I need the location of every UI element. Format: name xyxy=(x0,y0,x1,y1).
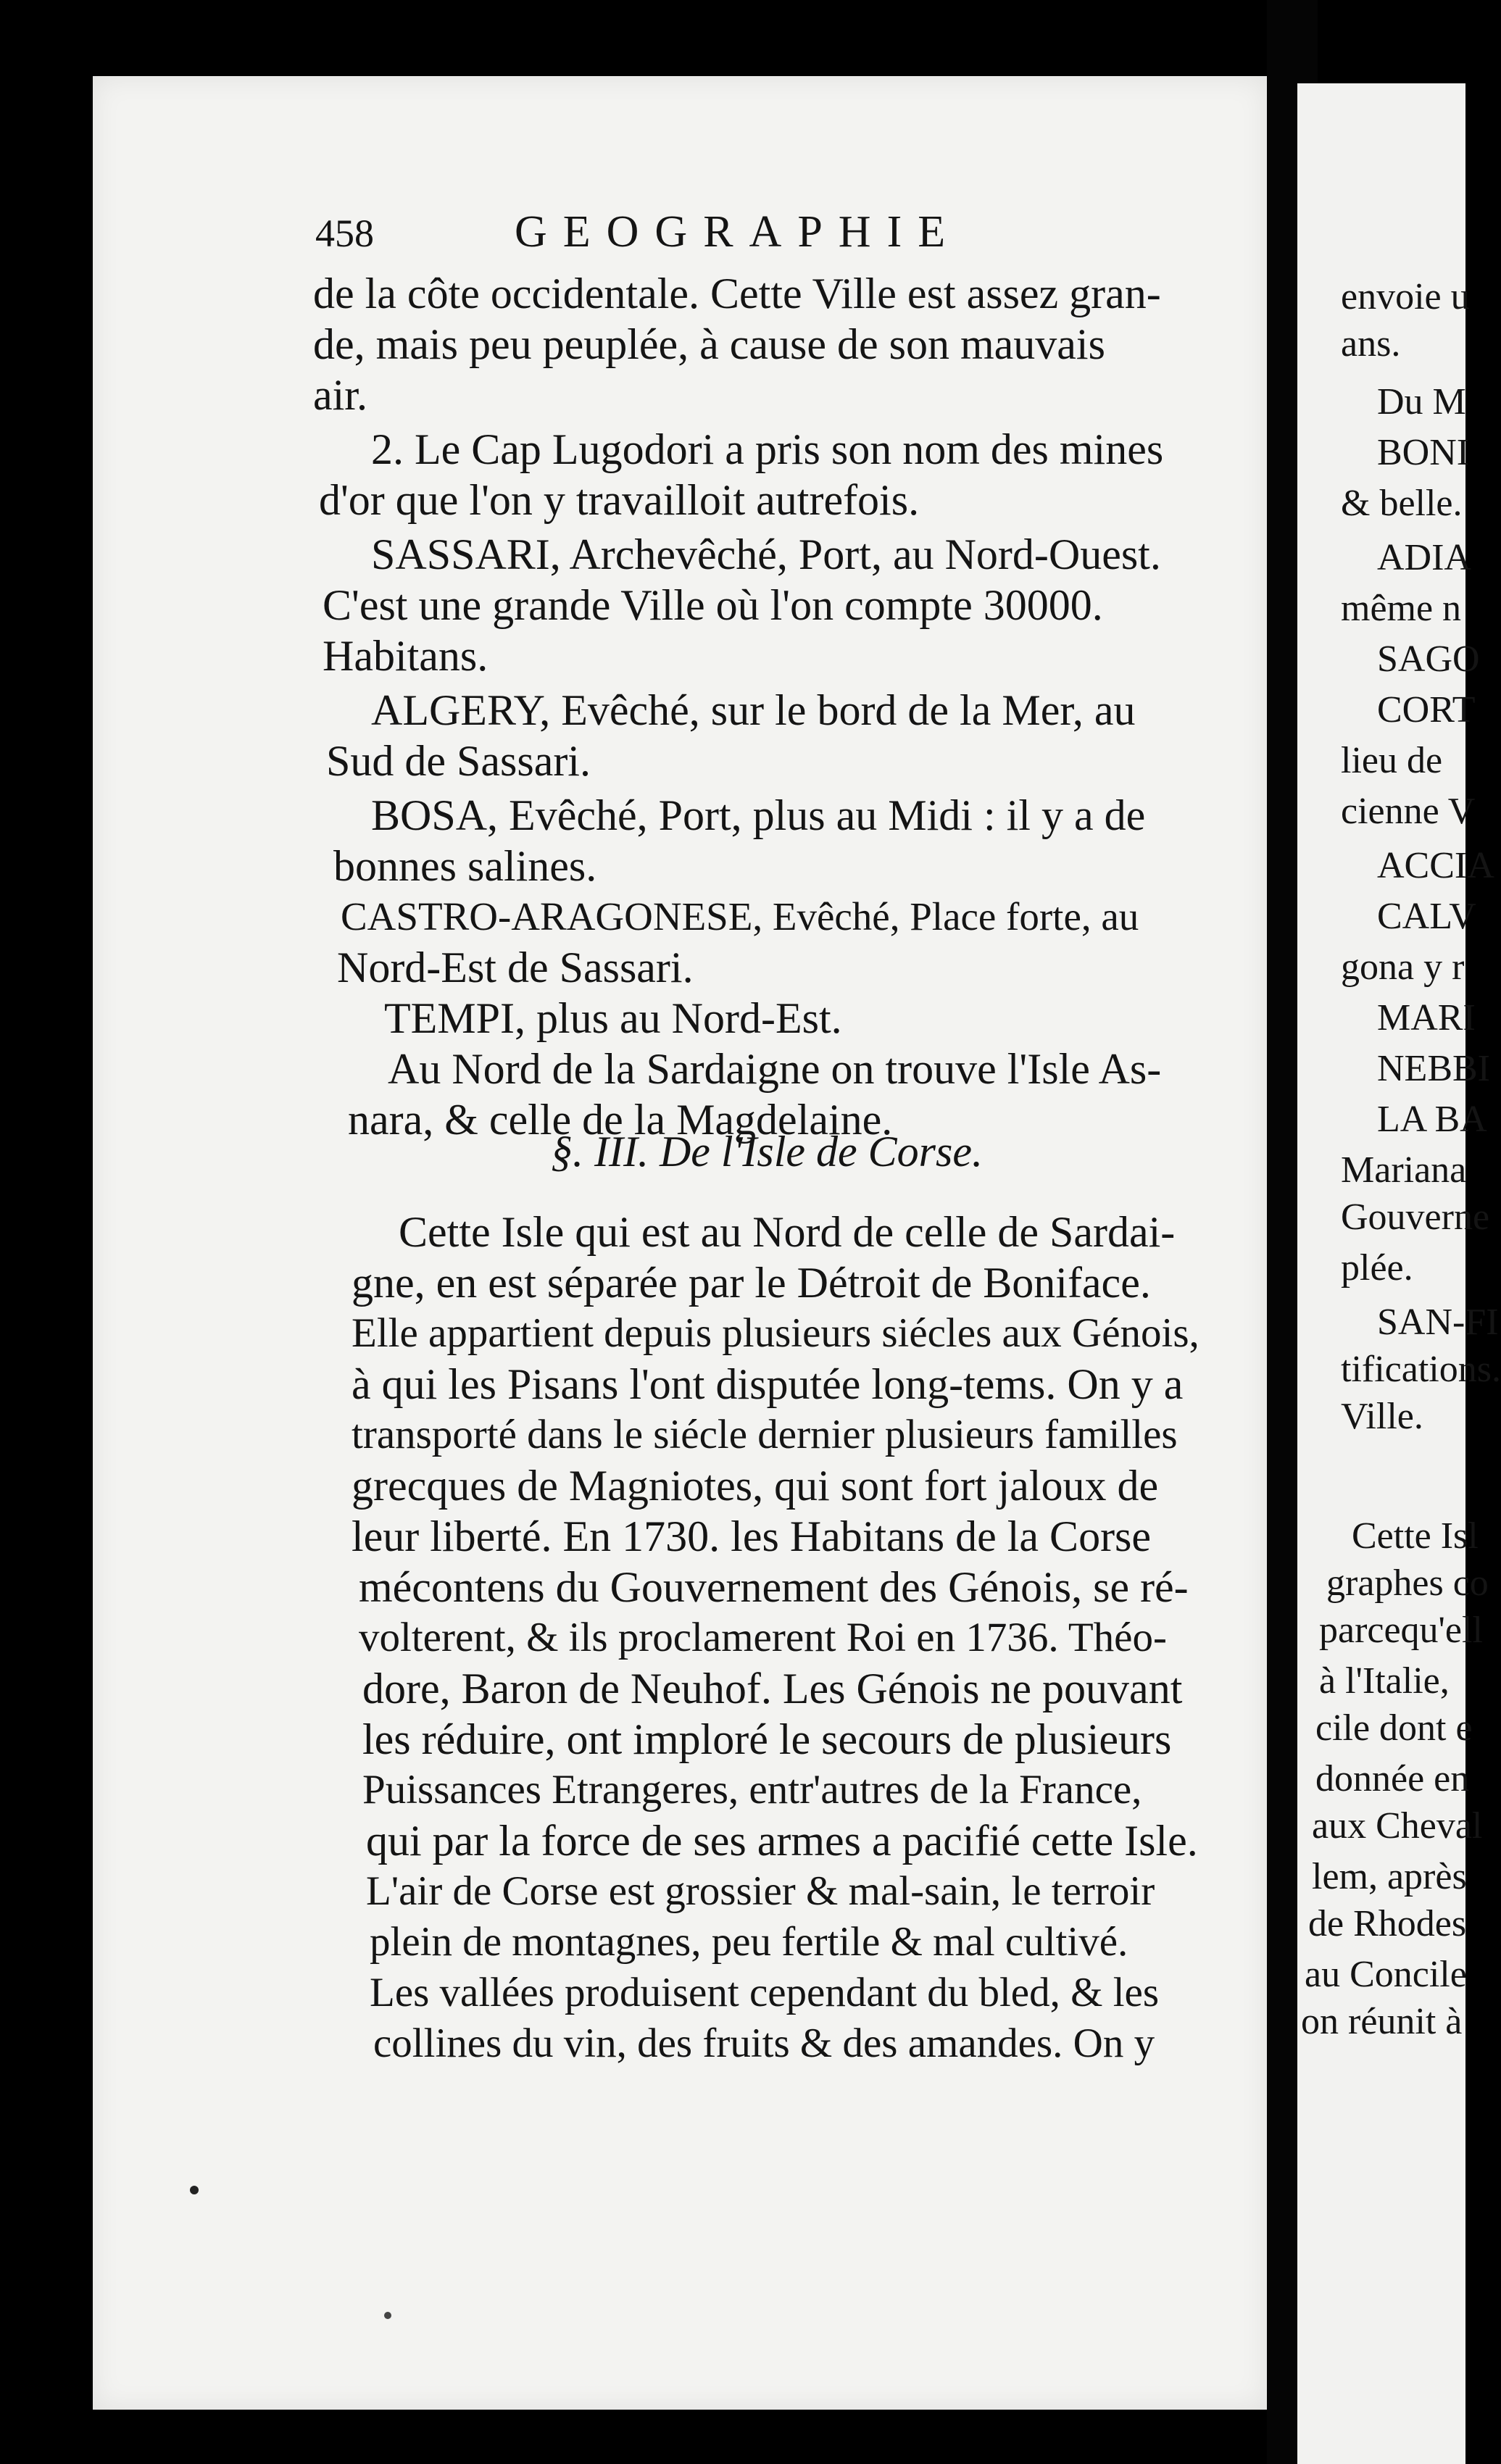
text-line: à qui les Pisans l'ont disputée long-tems. On y a xyxy=(352,1360,1184,1408)
right-line: Cette Isl xyxy=(1352,1515,1479,1557)
text-line: CASTRO-ARAGONESE, Evêché, Place forte, au xyxy=(341,894,1139,938)
right-line: ans. xyxy=(1341,323,1401,365)
ink-speck xyxy=(190,2186,199,2194)
text-line: Sud de Sassari. xyxy=(326,737,591,785)
page-number: 458 xyxy=(315,212,374,255)
text-line: C'est une grande Ville où l'on compte 30000. xyxy=(323,581,1103,629)
text-line: de, mais peu peuplée, à cause de son mauvais xyxy=(313,320,1105,368)
text-line: 2. Le Cap Lugodori a pris son nom des mines xyxy=(371,425,1164,473)
right-line: de Rhodes xyxy=(1308,1903,1467,1944)
text-line: qui par la force de ses armes a pacifié cette Isle. xyxy=(366,1817,1198,1865)
text-line: grecques de Magniotes, qui sont fort jaloux de xyxy=(352,1462,1159,1510)
right-line: NEBBI xyxy=(1377,1048,1490,1089)
text-line: Habitans. xyxy=(323,632,488,680)
right-line: Du M xyxy=(1377,381,1466,423)
right-line: ADIA xyxy=(1377,537,1471,578)
right-line: à l'Italie, xyxy=(1319,1660,1450,1702)
text-line: nara, & celle de la Magdelaine. xyxy=(348,1096,893,1144)
right-line: Gouverne xyxy=(1341,1196,1490,1238)
text-line: Elle appartient depuis plusieurs siécles aux Génois, xyxy=(352,1310,1199,1356)
text-line: air. xyxy=(313,371,367,419)
text-line: Au Nord de la Sardaigne on trouve l'Isle As- xyxy=(388,1045,1162,1093)
right-line: Mariana xyxy=(1341,1149,1467,1191)
right-line: lieu de xyxy=(1341,740,1443,781)
text-line: de la côte occidentale. Cette Ville est assez gran- xyxy=(313,270,1161,317)
right-line: tifications. xyxy=(1341,1349,1501,1390)
text-line: gne, en est séparée par le Détroit de Boniface. xyxy=(352,1259,1151,1307)
right-line: ACCIA xyxy=(1377,845,1494,886)
text-line: transporté dans le siécle dernier plusieurs familles xyxy=(352,1412,1178,1457)
text-line: les réduire, ont imploré le secours de plusieurs xyxy=(362,1715,1172,1763)
right-line: lem, après xyxy=(1312,1856,1467,1897)
text-line: Nord-Est de Sassari. xyxy=(337,944,694,991)
text-line: ALGERY, Evêché, sur le bord de la Mer, au xyxy=(371,686,1136,734)
right-line: envoie u xyxy=(1341,276,1470,317)
right-line: gona y r xyxy=(1341,946,1465,988)
text-line: TEMPI, plus au Nord-Est. xyxy=(384,994,842,1042)
text-line: Puissances Etrangeres, entr'autres de la France, xyxy=(362,1767,1142,1812)
right-line: & belle. xyxy=(1341,483,1463,524)
right-line: CALV xyxy=(1377,896,1476,937)
text-line: plein de montagnes, peu fertile & mal cultivé. xyxy=(370,1919,1128,1965)
right-line: BONI xyxy=(1377,432,1470,473)
text-line: BOSA, Evêché, Port, plus au Midi : il y a de xyxy=(371,791,1146,839)
text-line: collines du vin, des fruits & des amandes. On y xyxy=(373,2020,1155,2066)
text-line: d'or que l'on y travailloit autrefois. xyxy=(319,476,920,524)
running-title: GEOGRAPHIE xyxy=(515,207,962,257)
text-line: Les vallées produisent cependant du bled, & les xyxy=(370,1970,1160,2015)
right-line: au Concile xyxy=(1305,1954,1467,1995)
text-line: volterent, & ils proclamerent Roi en 1736. Théo- xyxy=(359,1615,1167,1660)
text-line: leur liberté. En 1730. les Habitans de la Corse xyxy=(352,1512,1152,1560)
right-line: SAN-FI xyxy=(1377,1302,1499,1343)
right-line: SAGO xyxy=(1377,638,1480,680)
right-line: plée. xyxy=(1341,1247,1413,1289)
right-line: Ville. xyxy=(1341,1396,1423,1437)
text-line: L'air de Corse est grossier & mal-sain, le terroir xyxy=(366,1868,1155,1914)
right-line: MARI xyxy=(1377,997,1476,1039)
text-line: mécontens du Gouvernement des Génois, se ré- xyxy=(359,1563,1189,1611)
right-line: aux Cheval xyxy=(1312,1805,1483,1847)
right-line: cile dont e xyxy=(1315,1707,1473,1749)
right-line: même n xyxy=(1341,588,1462,629)
ink-speck xyxy=(384,2312,391,2319)
right-line: CORT xyxy=(1377,689,1476,731)
right-line: LA BA xyxy=(1377,1099,1487,1140)
right-line: cienne V xyxy=(1341,791,1476,832)
section-heading: §. III. De l'Isle de Corse. xyxy=(551,1128,984,1175)
right-page xyxy=(1297,83,1501,2464)
text-line: Cette Isle qui est au Nord de celle de Sardai- xyxy=(399,1208,1176,1256)
text-line: dore, Baron de Neuhof. Les Génois ne pouvant xyxy=(362,1665,1183,1712)
text-line: SASSARI, Archevêché, Port, au Nord-Ouest. xyxy=(371,530,1161,578)
right-line: on réunit à xyxy=(1301,2001,1463,2042)
page-header xyxy=(315,207,1243,257)
right-line: donnée en xyxy=(1315,1758,1470,1799)
right-line: parcequ'ell xyxy=(1319,1610,1483,1651)
text-line: bonnes salines. xyxy=(333,842,597,890)
right-line: graphes co xyxy=(1326,1562,1489,1604)
